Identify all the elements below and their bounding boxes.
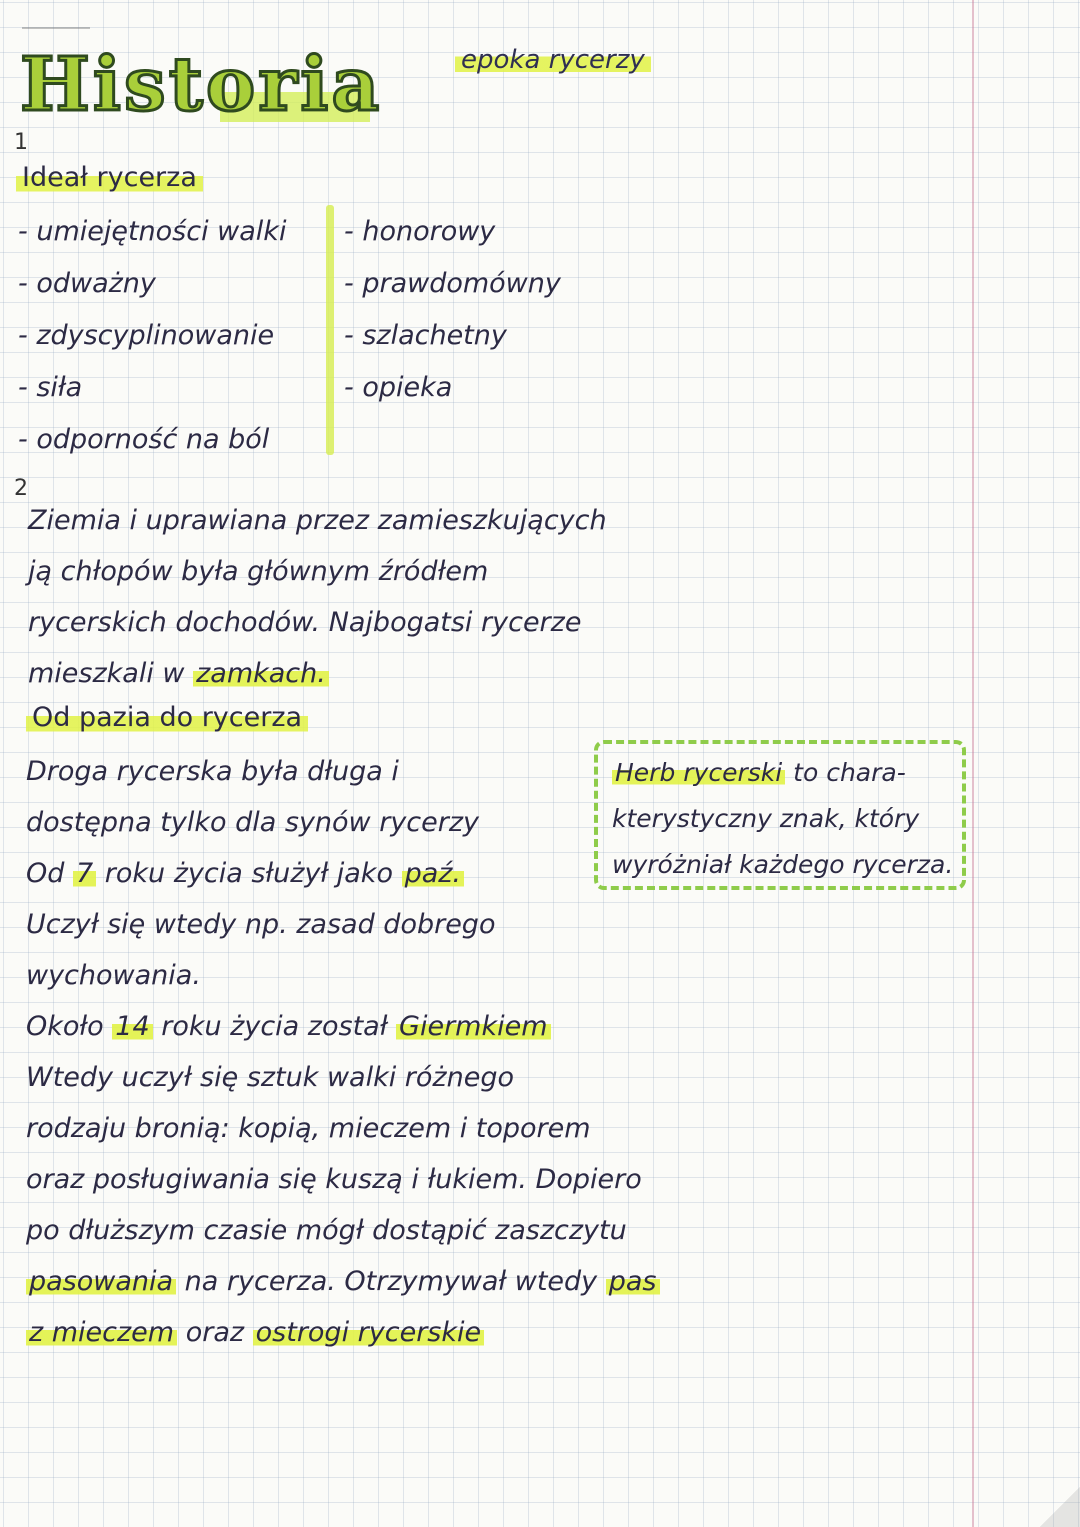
text-segment: Około (26, 1011, 104, 1042)
text-segment: roku życia został (161, 1011, 388, 1042)
text-segment: mieszkali w (28, 658, 185, 689)
list-item: - umiejętności walki (18, 216, 287, 247)
text-line (26, 1001, 660, 1052)
page-title: Historia (20, 42, 383, 128)
highlighted-text: pas (606, 1266, 660, 1297)
text-segment: na rycerza. Otrzymywał wtedy (184, 1266, 598, 1297)
highlighted-text: Giermkiem (396, 1011, 551, 1042)
text-line: wyróżniał każdego rycerza. (612, 850, 954, 879)
section-heading-ideal: Ideał rycerza (16, 162, 203, 193)
herb-definition-box (594, 740, 966, 890)
text-line (26, 848, 660, 899)
intro-paragraph (28, 495, 607, 699)
ideal-list-right (344, 206, 561, 414)
text-line: rodzaju bronią: kopią, mieczem i toporem (26, 1113, 591, 1144)
list-item: - odważny (18, 268, 156, 299)
highlighted-text: ostrogi rycerskie (253, 1317, 484, 1348)
text-line: Uczył się wtedy np. zasad dobrego (26, 909, 496, 940)
ideal-list-left (18, 206, 286, 466)
list-item: - prawdomówny (344, 268, 561, 299)
text-line: kterystyczny znak, który (612, 804, 920, 833)
story-paragraph (26, 746, 660, 1358)
text-line: Droga rycerska była długa i (26, 756, 399, 787)
text-line: po dłuższym czasie mógł dostąpić zaszczytu (26, 1215, 627, 1246)
text-line: dostępna tylko dla synów rycerzy (26, 807, 480, 838)
page-margin-line (972, 0, 974, 1527)
list-divider (326, 205, 334, 455)
text-line: Wtedy uczył się sztuk walki różnego (26, 1062, 514, 1093)
text-segment: roku życia służył jako (104, 858, 393, 889)
highlighted-number: 14 (112, 1011, 152, 1042)
text-line (28, 648, 607, 699)
text-line (612, 750, 948, 796)
text-segment: to chara- (793, 758, 906, 787)
list-item: - zdyscyplinowanie (18, 320, 275, 351)
top-rule (22, 27, 90, 29)
text-line: ją chłopów była głównym źródłem (28, 556, 489, 587)
list-item: - honorowy (344, 216, 496, 247)
list-item: - odporność na ból (18, 424, 270, 455)
text-segment: oraz (185, 1317, 245, 1348)
text-line: Ziemia i uprawiana przez zamieszkujących (28, 505, 607, 536)
highlighted-text: Herb rycerski (612, 758, 785, 787)
text-line: oraz posługiwania się kuszą i łukiem. Dopiero (26, 1164, 642, 1195)
text-segment: Od (26, 858, 65, 889)
section-number-1: 1 (14, 130, 28, 155)
page-subtitle: epoka rycerzy (455, 45, 651, 75)
highlighted-text: pasowania (26, 1266, 176, 1297)
text-line (26, 1256, 660, 1307)
section-number-2: 2 (14, 476, 28, 501)
section-heading-paz: Od pazia do rycerza (26, 702, 308, 733)
page-corner-shadow (1040, 1487, 1080, 1527)
highlighted-text: paź. (402, 858, 464, 889)
list-item: - szlachetny (344, 320, 507, 351)
text-line (26, 1307, 660, 1358)
highlighted-text: zamkach. (193, 658, 329, 689)
highlighted-text: z mieczem (26, 1317, 177, 1348)
highlighted-number: 7 (73, 858, 96, 889)
text-line: rycerskich dochodów. Najbogatsi rycerze (28, 607, 582, 638)
text-line: wychowania. (26, 960, 201, 991)
list-item: - opieka (344, 372, 453, 403)
list-item: - siła (18, 372, 83, 403)
